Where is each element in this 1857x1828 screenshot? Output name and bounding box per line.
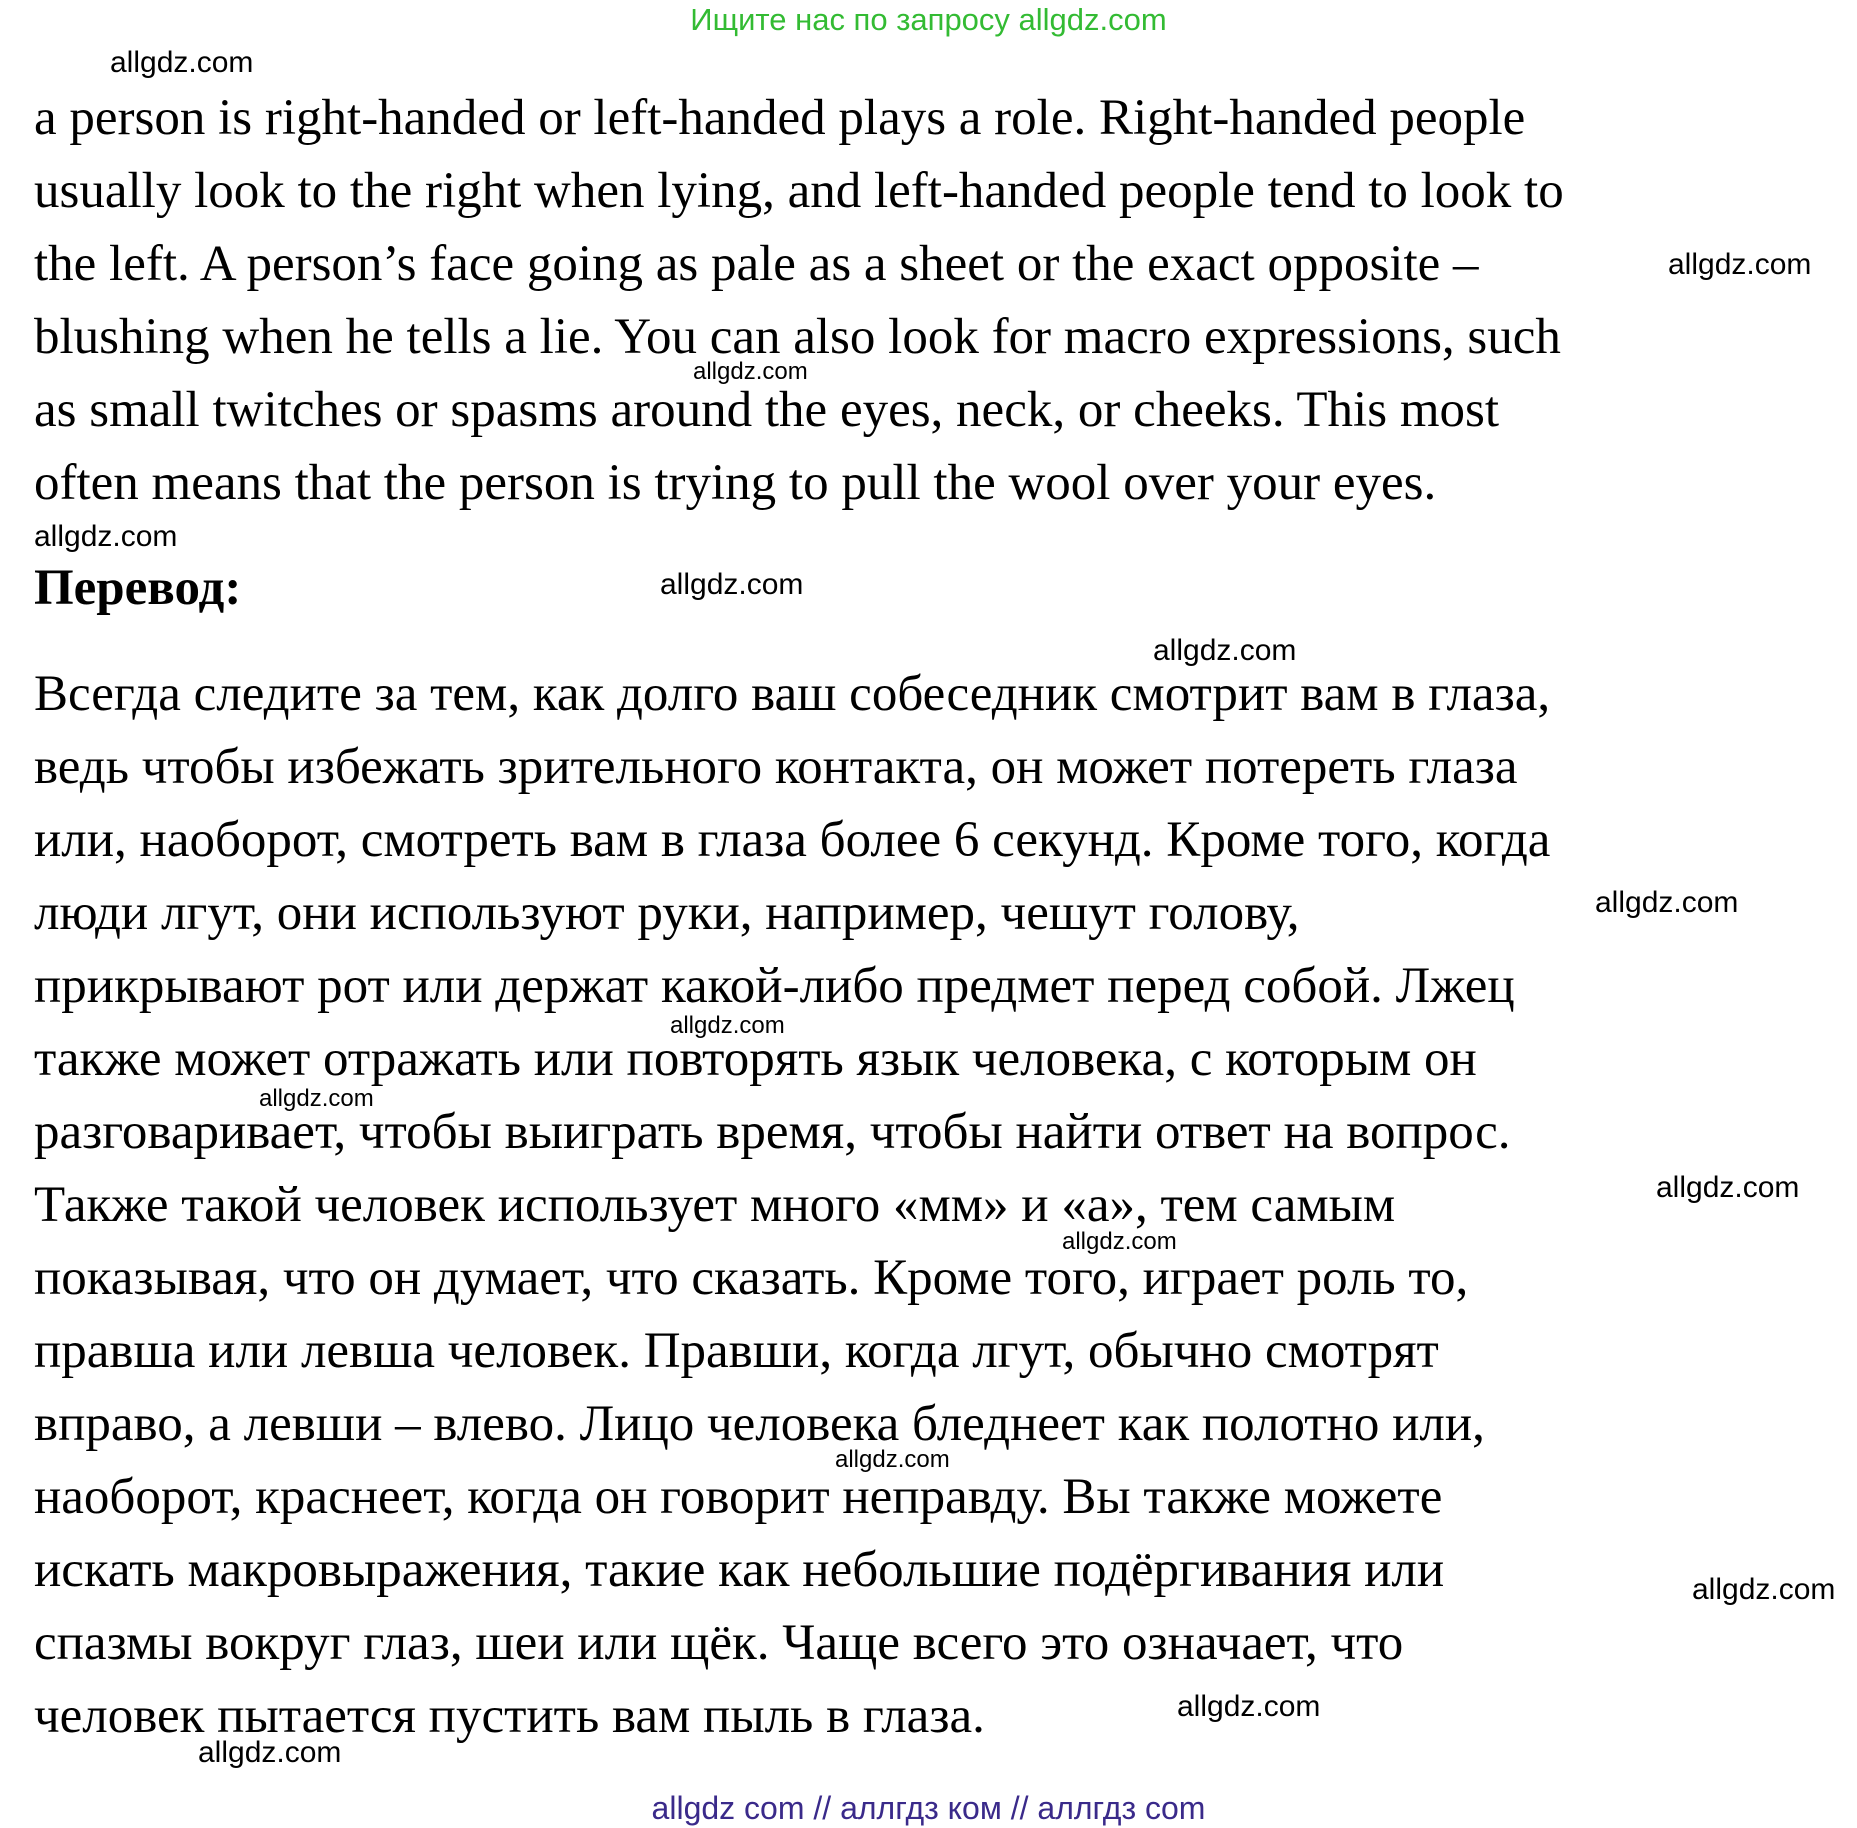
russian-line: искать макровыражения, такие как небольшие подёргивания или — [34, 1542, 1445, 1598]
russian-line: показывая, что он думает, что сказать. Кроме того, играет роль то, — [34, 1250, 1469, 1306]
russian-line: спазмы вокруг глаз, шеи или щёк. Чаще всего это означает, что — [34, 1615, 1404, 1671]
russian-line: ведь чтобы избежать зрительного контакта, он может потереть глаза — [34, 739, 1518, 795]
translation-heading: Перевод: — [34, 560, 242, 616]
watermark: allgdz.com — [259, 1085, 374, 1112]
watermark: allgdz.com — [1692, 1573, 1836, 1606]
watermark: allgdz.com — [1595, 886, 1739, 919]
russian-line: вправо, а левши – влево. Лицо человека бледнеет как полотно или, — [34, 1396, 1485, 1452]
watermark: allgdz.com — [34, 520, 178, 553]
russian-line: человек пытается пустить вам пыль в глаза. — [34, 1688, 985, 1744]
watermark: allgdz.com — [1153, 634, 1297, 667]
russian-line: или, наоборот, смотреть вам в глаза более 6 секунд. Кроме того, когда — [34, 812, 1551, 868]
watermark: allgdz.com — [660, 568, 804, 601]
watermark: allgdz.com — [835, 1446, 950, 1473]
footer-links: allgdz com // аллгдз ком // аллгдз com — [651, 1790, 1206, 1826]
watermark: allgdz.com — [110, 46, 254, 79]
english-line: the left. A person’s face going as pale as a sheet or the exact opposite – — [34, 236, 1479, 292]
english-line: often means that the person is trying to pull the wool over your eyes. — [34, 455, 1437, 511]
watermark: allgdz.com — [198, 1736, 342, 1769]
russian-line: прикрывают рот или держат какой-либо предмет перед собой. Лжец — [34, 958, 1515, 1014]
english-paragraph — [34, 82, 1844, 520]
watermark: allgdz.com — [1656, 1171, 1800, 1204]
russian-line: также может отражать или повторять язык человека, с которым он — [34, 1031, 1477, 1087]
search-banner: Ищите нас по запросу allgdz.com — [690, 2, 1167, 37]
russian-line: Всегда следите за тем, как долго ваш собеседник смотрит вам в глаза, — [34, 666, 1551, 722]
english-line: as small twitches or spasms around the eyes, neck, or cheeks. This most — [34, 382, 1500, 438]
english-line: blushing when he tells a lie. You can also look for macro expressions, such — [34, 309, 1561, 365]
russian-line: наоборот, краснеет, когда он говорит неправду. Вы также можете — [34, 1469, 1443, 1525]
russian-line: разговаривает, чтобы выиграть время, чтобы найти ответ на вопрос. — [34, 1104, 1511, 1160]
english-line: usually look to the right when lying, and left-handed people tend to look to — [34, 163, 1564, 219]
watermark: allgdz.com — [1177, 1690, 1321, 1723]
russian-line: люди лгут, они используют руки, например, чешут голову, — [34, 885, 1300, 941]
russian-line: правша или левша человек. Правши, когда лгут, обычно смотрят — [34, 1323, 1439, 1379]
english-line: a person is right-handed or left-handed plays a role. Right-handed people — [34, 90, 1526, 146]
russian-line: Также такой человек использует много «мм» и «а», тем самым — [34, 1177, 1396, 1233]
watermark: allgdz.com — [1668, 248, 1812, 281]
watermark: allgdz.com — [693, 358, 808, 385]
watermark: allgdz.com — [1062, 1228, 1177, 1255]
russian-paragraph — [34, 658, 1844, 1753]
watermark: allgdz.com — [670, 1012, 785, 1039]
